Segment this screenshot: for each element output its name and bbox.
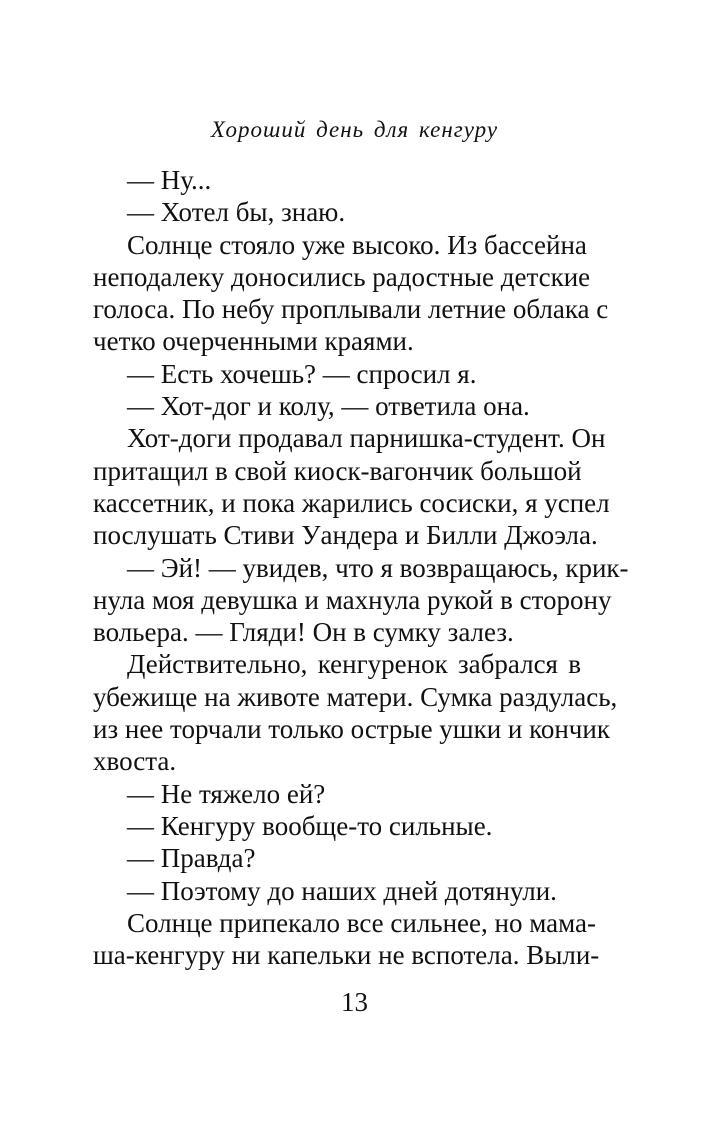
paragraph — [93, 229, 609, 358]
text-line: Солнце припекало все сильнее, но мама- — [127, 907, 596, 938]
text-line: нула моя девушка и махнула рукой в сторону — [93, 584, 612, 615]
paragraph — [93, 907, 600, 972]
text-line: четко очерченными краями. — [93, 326, 414, 357]
text-line: голоса. По небу проплывали летние облака с — [93, 294, 609, 325]
paragraph — [93, 552, 629, 649]
text-line: послушать Стиви Уандера и Билли Джоэла. — [93, 520, 598, 551]
text-line: Действительно, кенгуренок забрался в — [127, 649, 581, 680]
text-line: вольера. — Гляди! Он в сумку залез. — [93, 617, 514, 648]
paragraph — [93, 778, 581, 810]
text-line: Солнце стояло уже высоко. Из бассейна — [127, 229, 587, 260]
paragraph — [93, 196, 581, 228]
paragraph — [93, 648, 618, 777]
text-line: неподалеку доносились радостные детские — [93, 261, 591, 292]
paragraph — [93, 358, 581, 390]
text-line: — Поэтому до наших дней дотянули. — [127, 875, 557, 906]
paragraph — [93, 842, 581, 874]
text-line: — Кенгуру вообще-то сильные. — [127, 810, 493, 841]
text-line: хвоста. — [93, 746, 177, 777]
text-line: — Правда? — [127, 843, 256, 874]
paragraph — [93, 810, 581, 842]
page-number: 13 — [341, 987, 368, 1017]
text-line: — Хот-дог и колу, — ответила она. — [127, 391, 530, 422]
paragraph — [93, 422, 610, 551]
text-line: — Хотел бы, знаю. — [127, 197, 346, 228]
paragraph — [93, 875, 581, 907]
body-text — [93, 164, 629, 971]
text-line: — Ну... — [127, 165, 212, 195]
text-line: — Не тяжело ей? — [127, 778, 326, 809]
paragraph — [93, 164, 581, 196]
text-line: кассетник, и пока жарились сосиски, я успел — [93, 487, 610, 518]
text-line: — Эй! — увидев, что я возвращаюсь, крик- — [127, 552, 629, 583]
text-line: ша-кенгуру ни капельки не вспотела. Выли- — [93, 940, 600, 971]
text-line: Хот-доги продавал парнишка-студент. Он — [127, 423, 606, 454]
text-line: притащил в свой киоск-вагончик большой — [93, 455, 582, 486]
text-line: из нее торчали только острые ушки и кончик — [93, 714, 610, 745]
running-head: Хороший день для кенгуру — [210, 117, 499, 142]
paragraph — [93, 390, 581, 422]
text-line: убежище на животе матери. Сумка раздулась, — [93, 681, 618, 712]
text-line: — Есть хочешь? — спросил я. — [127, 358, 477, 389]
